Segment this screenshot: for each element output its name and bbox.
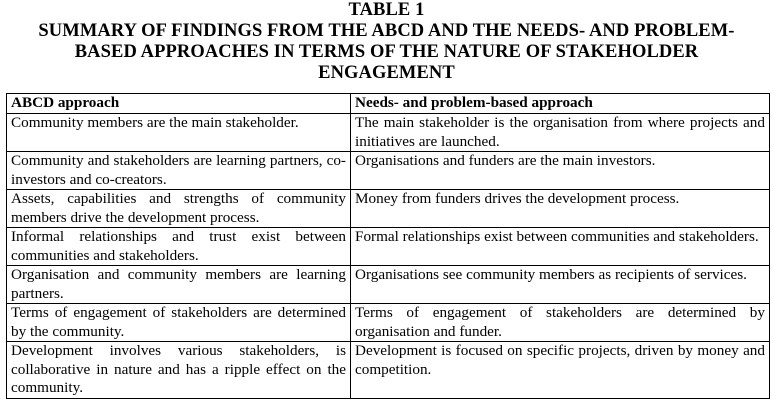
abcd-cell: Informal relationships and trust exist between communities and stakeholders. <box>7 228 351 266</box>
abcd-cell: Community and stakeholders are learning partners, co-investors and co-creators. <box>7 152 351 190</box>
column-header-needs-problem: Needs- and problem-based approach <box>351 94 770 114</box>
abcd-cell: Assets, capabilities and strengths of community members drive the development process. <box>7 190 351 228</box>
table-row <box>7 190 770 228</box>
table-row <box>7 114 770 152</box>
needs-problem-cell: Formal relationships exist between communities and stakeholders. <box>351 228 770 266</box>
findings-table <box>6 93 770 399</box>
needs-problem-cell: The main stakeholder is the organisation from where projects and initiatives are launched. <box>351 114 770 152</box>
table-row <box>7 228 770 266</box>
table-header-row <box>7 94 770 114</box>
table-number: TABLE 1 <box>348 0 425 20</box>
needs-problem-cell: Terms of engagement of stakeholders are determined by organisation and funder. <box>351 304 770 342</box>
table-title-line-3: ENGAGEMENT <box>318 63 455 83</box>
table-row <box>7 266 770 304</box>
abcd-cell: Development involves various stakeholders, is collaborative in nature and has a ripple effect on the community. <box>7 342 351 399</box>
needs-problem-cell: Organisations see community members as recipients of services. <box>351 266 770 304</box>
abcd-cell: Terms of engagement of stakeholders are determined by the community. <box>7 304 351 342</box>
table-row <box>7 304 770 342</box>
table-row <box>7 342 770 399</box>
needs-problem-cell: Development is focused on specific projects, driven by money and competition. <box>351 342 770 399</box>
needs-problem-cell: Money from funders drives the development process. <box>351 190 770 228</box>
abcd-cell: Organisation and community members are learning partners. <box>7 266 351 304</box>
abcd-cell: Community members are the main stakeholder. <box>7 114 351 152</box>
table-title-line-2: BASED APPROACHES IN TERMS OF THE NATURE OF STAKEHOLDER <box>74 42 699 62</box>
table-title-line-1: SUMMARY OF FINDINGS FROM THE ABCD AND THE NEEDS- AND PROBLEM- <box>38 21 735 41</box>
table-row <box>7 152 770 190</box>
table-caption <box>0 0 773 84</box>
column-header-abcd: ABCD approach <box>7 94 351 114</box>
needs-problem-cell: Organisations and funders are the main investors. <box>351 152 770 190</box>
